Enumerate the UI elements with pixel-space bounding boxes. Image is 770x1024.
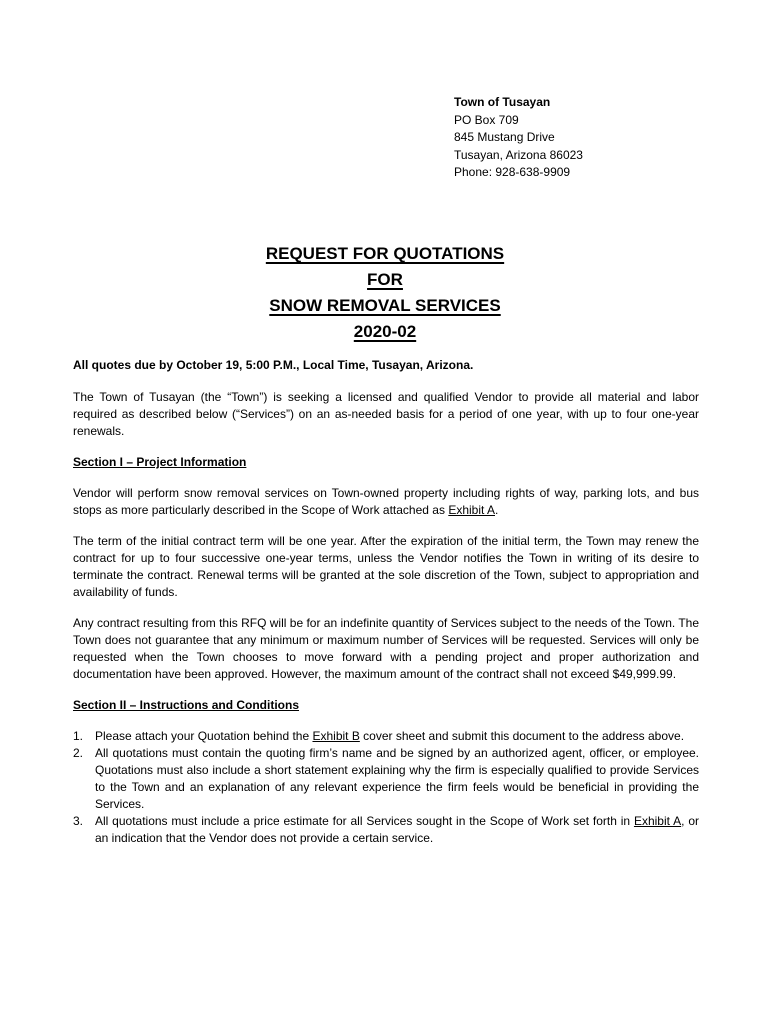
list-number: 1. xyxy=(73,729,84,743)
section-1-paragraph-1: Vendor will perform snow removal services on Town-owned property including rights of way, parking lots, and bus stops as more particularly described in the Scope of Work attached as Exhibit A. xyxy=(73,486,699,517)
instructions-list xyxy=(73,728,699,847)
intro-paragraph: The Town of Tusayan (the “Town”) is seeking a licensed and qualified Vendor to provide all material and labor required as described below (“Services”) on an as-needed basis for a period of one year, with up to four one-year renewals. xyxy=(73,390,699,438)
exhibit-a-link[interactable]: Exhibit A xyxy=(448,503,496,517)
section-2-heading: Section II – Instructions and Conditions xyxy=(73,698,300,712)
list-item: 3. All quotations must include a price estimate for all Services sought in the Scope of Work set forth in Exhibit A, or an indication that the Vendor does not provide a certain service. xyxy=(73,814,699,845)
list-number: 3. xyxy=(73,814,84,828)
town-name: Town of Tusayan xyxy=(454,95,551,109)
document-body xyxy=(73,357,699,847)
exhibit-a-link[interactable]: Exhibit A xyxy=(633,814,682,828)
po-box: PO Box 709 xyxy=(454,112,519,127)
list-item: 2. All quotations must contain the quoting firm’s name and be signed by an authorized agent, officer, or employee. Quotations must also include a short statement explaining why the firm is especially qualified to provide Services to the Town and an explanation of any relevant experience the firm feels would be beneficial in providing the Services. xyxy=(73,746,699,811)
list-item: 1. Please attach your Quotation behind the Exhibit B cover sheet and submit this document to the address above. xyxy=(73,729,685,743)
section-1-heading: Section I – Project Information xyxy=(73,455,247,469)
town-address-block xyxy=(454,94,583,182)
exhibit-b-link[interactable]: Exhibit B xyxy=(312,729,360,743)
city-state-zip: Tusayan, Arizona 86023 xyxy=(454,147,583,162)
title-line-2: FOR xyxy=(367,270,403,289)
title-line-4: 2020-02 xyxy=(353,322,417,341)
title-line-1: REQUEST FOR QUOTATIONS xyxy=(265,244,505,263)
due-date-notice: All quotes due by October 19, 5:00 P.M., Local Time, Tusayan, Arizona. xyxy=(73,358,474,372)
street-address: 845 Mustang Drive xyxy=(454,130,555,144)
section-1-paragraph-3: Any contract resulting from this RFQ will be for an indefinite quantity of Services subject to the needs of the Town. The Town does not guarantee that any minimum or maximum number of Services will be requested. Services will only be requested when the Town chooses to move forward with a pending project and proper authorization and documentation have been approved. However, the maximum amount of the contract shall not exceed $49,999.99. xyxy=(73,616,699,681)
phone-number: Phone: 928-638-9909 xyxy=(454,165,571,179)
section-1-paragraph-2: The term of the initial contract term will be one year. After the expiration of the initial term, the Town may renew the contract for up to four successive one-year terms, unless the Vendor notifies the Town in writing of its desire to terminate the contract. Renewal terms will be granted at the sole discretion of the Town, subject to appropriation and availability of funds. xyxy=(73,534,699,599)
title-line-3: SNOW REMOVAL SERVICES xyxy=(269,296,501,315)
list-number: 2. xyxy=(73,746,84,760)
document-title xyxy=(0,241,770,345)
